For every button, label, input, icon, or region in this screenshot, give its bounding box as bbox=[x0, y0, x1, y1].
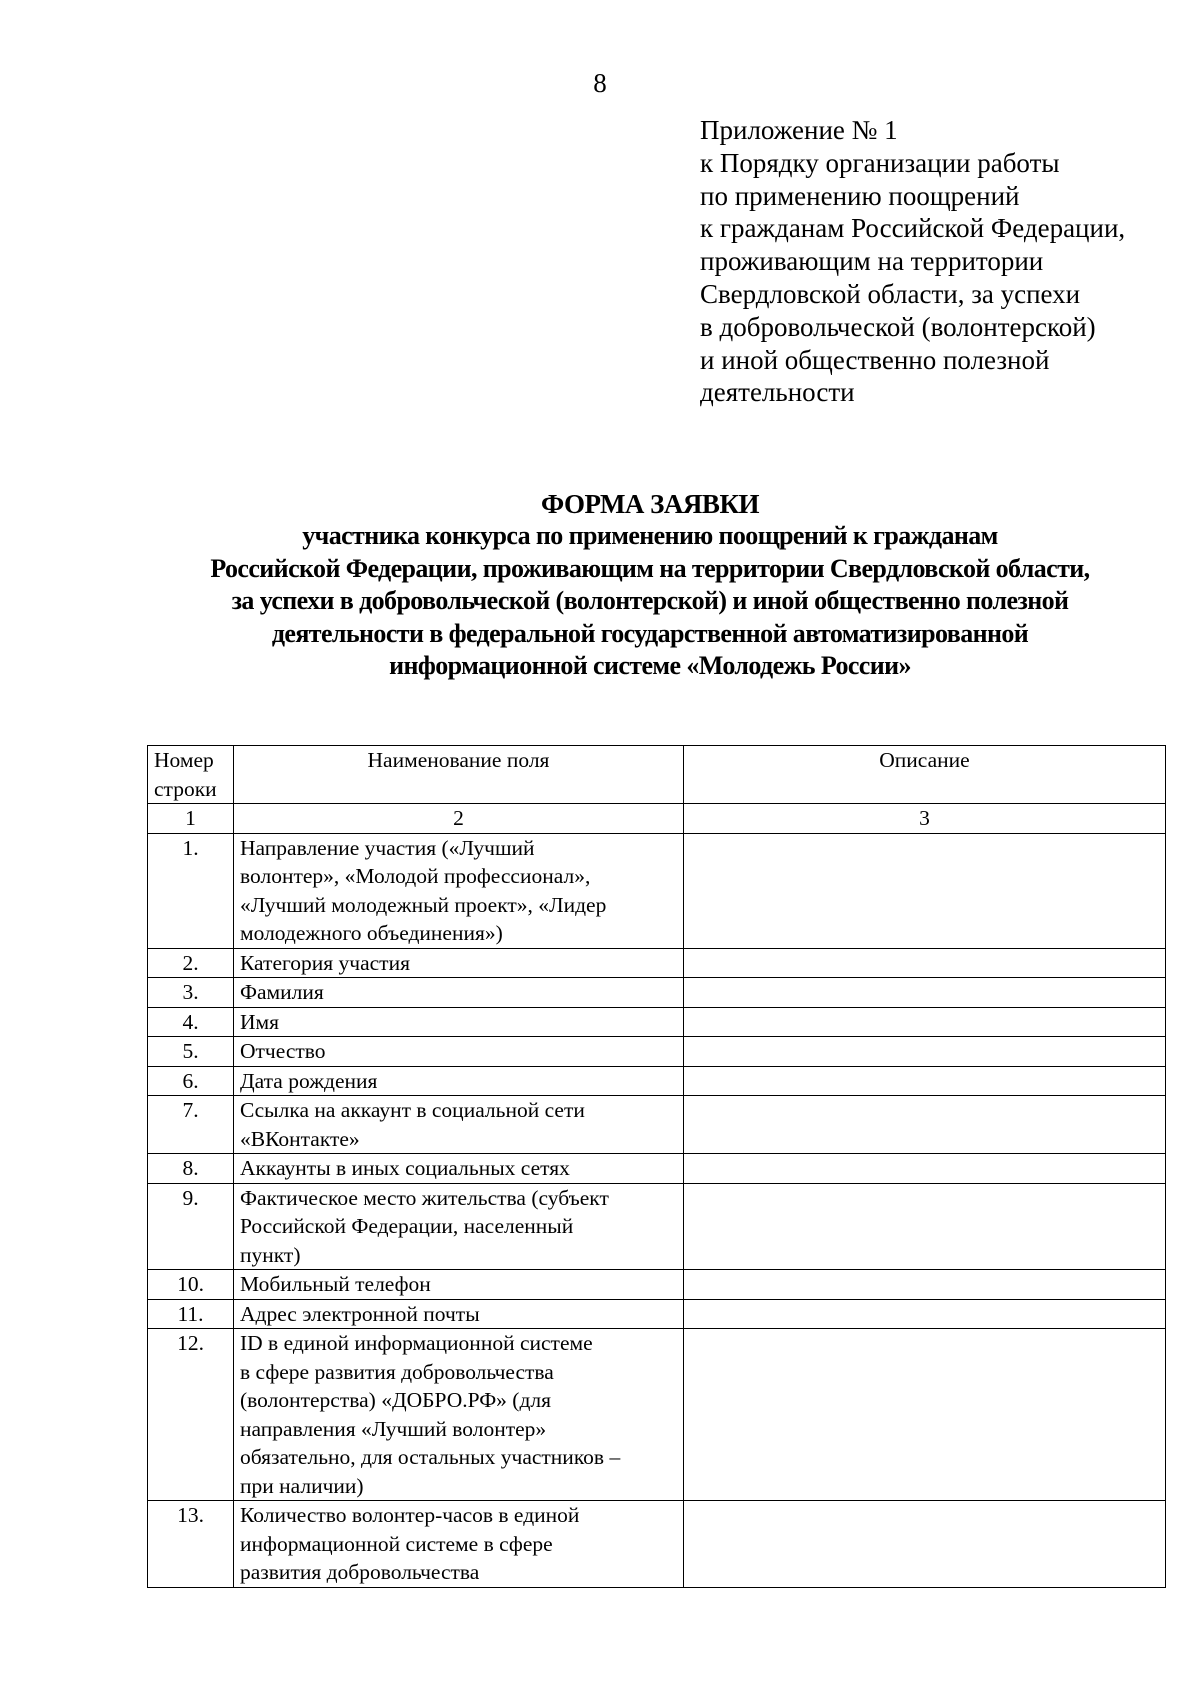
row-number: 9. bbox=[148, 1183, 234, 1270]
appendix-line: к гражданам Российской Федерации, bbox=[700, 213, 1126, 244]
table-row bbox=[148, 1299, 1166, 1329]
field-name-line: Мобильный телефон bbox=[240, 1272, 431, 1296]
table-body bbox=[148, 746, 1166, 1588]
appendix-line: Свердловской области, за успехи bbox=[700, 278, 1081, 309]
header-num-line2: строки bbox=[154, 776, 217, 801]
appendix-line: деятельности bbox=[700, 377, 855, 408]
field-name-line: Количество волонтер-часов в единой bbox=[240, 1503, 580, 1527]
form-subtitle-line: деятельности в федеральной государственной автоматизированной bbox=[271, 618, 1029, 648]
header-num-line1: Номер bbox=[154, 748, 214, 772]
table-row bbox=[148, 1007, 1166, 1037]
field-name-line: Аккаунты в иных социальных сетях bbox=[240, 1156, 570, 1180]
field-name-line: Направление участия («Лучший bbox=[240, 835, 535, 860]
description-cell[interactable] bbox=[684, 1299, 1166, 1329]
row-number: 6. bbox=[148, 1066, 234, 1096]
field-name-line: Адрес электронной почты bbox=[240, 1301, 480, 1326]
appendix-line: по применению поощрений bbox=[700, 180, 1020, 211]
field-name-line: направления «Лучший волонтер» bbox=[240, 1416, 547, 1441]
row-number: 7. bbox=[148, 1096, 234, 1154]
description-cell[interactable] bbox=[684, 1037, 1166, 1067]
form-subtitle-line: Российской Федерации, проживающим на территории Свердловской области, bbox=[210, 553, 1090, 583]
appendix-line: Приложение № 1 bbox=[700, 115, 898, 145]
row-number: 5. bbox=[148, 1037, 234, 1067]
form-subtitle-line: информационной системе «Молодежь России» bbox=[389, 651, 911, 680]
description-cell[interactable] bbox=[684, 1154, 1166, 1184]
description-cell[interactable] bbox=[684, 1183, 1166, 1270]
field-name bbox=[234, 1183, 684, 1270]
page-number: 8 bbox=[593, 68, 607, 98]
field-name bbox=[234, 1501, 684, 1588]
table-row bbox=[148, 1154, 1166, 1184]
field-name-line: Дата рождения bbox=[240, 1068, 378, 1093]
field-name-line: «Лучший молодежный проект», «Лидер bbox=[240, 892, 607, 917]
row-number: 11. bbox=[148, 1299, 234, 1329]
field-name bbox=[234, 1154, 684, 1184]
table-row bbox=[148, 1270, 1166, 1300]
appendix-line: проживающим на территории bbox=[700, 246, 1044, 277]
form-title: ФОРМА ЗАЯВКИ bbox=[540, 489, 760, 519]
row-number: 12. bbox=[148, 1329, 234, 1501]
column-index: 1 bbox=[148, 804, 234, 834]
table-row bbox=[148, 948, 1166, 978]
row-number: 4. bbox=[148, 1007, 234, 1037]
description-cell[interactable] bbox=[684, 1329, 1166, 1501]
field-name bbox=[234, 833, 684, 948]
row-number: 2. bbox=[148, 948, 234, 978]
application-form-table bbox=[147, 745, 1166, 1588]
appendix-block bbox=[700, 114, 1170, 409]
header-description: Описание bbox=[684, 746, 1166, 804]
field-name bbox=[234, 1299, 684, 1329]
field-name bbox=[234, 1037, 684, 1067]
field-name bbox=[234, 1007, 684, 1037]
field-name-line: (волонтерства) «ДОБРО.РФ» (для bbox=[240, 1388, 552, 1412]
form-subtitle-line: за успехи в добровольческой (волонтерской) и иной общественно полезной bbox=[231, 586, 1069, 615]
row-number: 13. bbox=[148, 1501, 234, 1588]
table-header-row bbox=[148, 746, 1166, 804]
form-title-block bbox=[120, 488, 1180, 683]
description-cell[interactable] bbox=[684, 948, 1166, 978]
field-name bbox=[234, 1066, 684, 1096]
table-row bbox=[148, 1183, 1166, 1270]
table-row bbox=[148, 1066, 1166, 1096]
row-number: 8. bbox=[148, 1154, 234, 1184]
field-name-line: Ссылка на аккаунт в социальной сети bbox=[240, 1098, 585, 1122]
description-cell[interactable] bbox=[684, 1007, 1166, 1037]
field-name-line: Российской Федерации, населенный bbox=[240, 1214, 574, 1238]
field-name-line: информационной системе в сфере bbox=[240, 1531, 553, 1556]
field-name-line: при наличии) bbox=[240, 1473, 364, 1498]
field-name bbox=[234, 1096, 684, 1154]
table-row bbox=[148, 1096, 1166, 1154]
field-name-line: Категория участия bbox=[240, 950, 410, 975]
appendix-line: в добровольческой (волонтерской) bbox=[700, 311, 1096, 342]
field-name-line: молодежного объединения») bbox=[240, 921, 503, 945]
row-number: 1. bbox=[148, 833, 234, 948]
column-index-row bbox=[148, 804, 1166, 834]
field-name-line: обязательно, для остальных участников – bbox=[240, 1445, 621, 1469]
field-name bbox=[234, 948, 684, 978]
row-number: 3. bbox=[148, 978, 234, 1008]
table-row bbox=[148, 978, 1166, 1008]
table-row bbox=[148, 833, 1166, 948]
form-subtitle-line: участника конкурса по применению поощрений к гражданам bbox=[302, 521, 998, 550]
field-name-line: волонтер», «Молодой профессионал», bbox=[240, 864, 591, 888]
field-name bbox=[234, 1329, 684, 1501]
field-name-line: в сфере развития добровольчества bbox=[240, 1359, 554, 1384]
description-cell[interactable] bbox=[684, 1270, 1166, 1300]
field-name-line: пункт) bbox=[240, 1242, 301, 1267]
header-row-number bbox=[148, 746, 234, 804]
field-name-line: «ВКонтакте» bbox=[240, 1126, 360, 1151]
field-name-line: Отчество bbox=[240, 1039, 326, 1063]
field-name bbox=[234, 1270, 684, 1300]
field-name-line: Фактическое место жительства (субъект bbox=[240, 1185, 609, 1210]
description-cell[interactable] bbox=[684, 1066, 1166, 1096]
field-name-line: ID в единой информационной системе bbox=[240, 1331, 593, 1355]
description-cell[interactable] bbox=[684, 978, 1166, 1008]
field-name-line: Фамилия bbox=[240, 980, 324, 1004]
description-cell[interactable] bbox=[684, 1501, 1166, 1588]
field-name-line: Имя bbox=[240, 1009, 280, 1034]
field-name-line: развития добровольчества bbox=[240, 1560, 480, 1584]
table-row bbox=[148, 1501, 1166, 1588]
column-index: 3 bbox=[684, 804, 1166, 834]
column-index: 2 bbox=[234, 804, 684, 834]
description-cell[interactable] bbox=[684, 833, 1166, 948]
header-field-name: Наименование поля bbox=[234, 746, 684, 804]
table-row bbox=[148, 1037, 1166, 1067]
row-number: 10. bbox=[148, 1270, 234, 1300]
table-row bbox=[148, 1329, 1166, 1501]
appendix-line: к Порядку организации работы bbox=[700, 147, 1060, 178]
appendix-line: и иной общественно полезной bbox=[700, 344, 1050, 375]
description-cell[interactable] bbox=[684, 1096, 1166, 1154]
field-name bbox=[234, 978, 684, 1008]
